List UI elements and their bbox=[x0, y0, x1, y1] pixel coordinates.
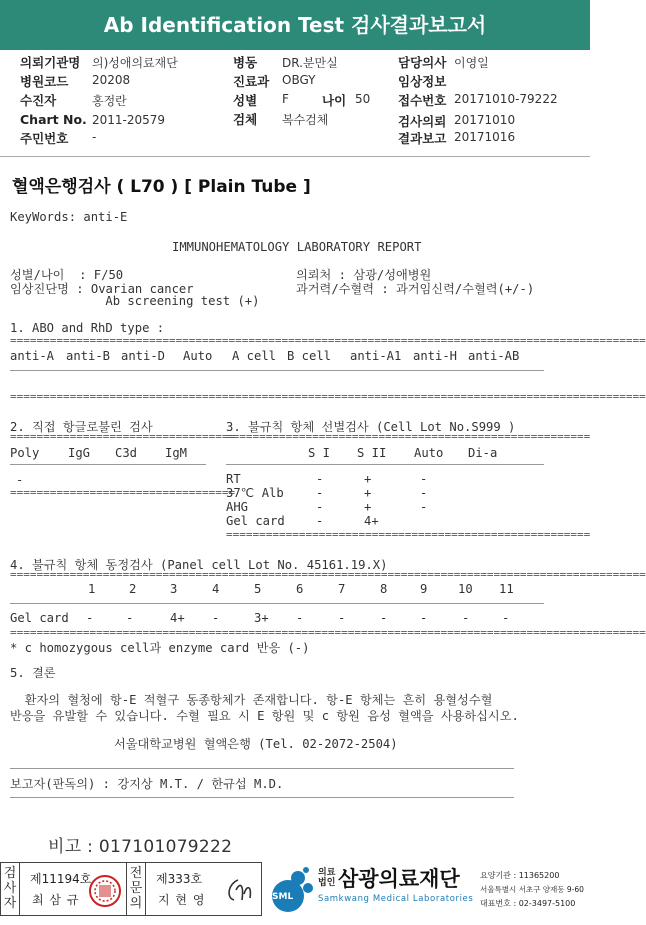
divider bbox=[10, 370, 544, 371]
s3-cell: - bbox=[420, 472, 428, 486]
s1-column-header: anti-A bbox=[10, 349, 55, 363]
s4-cell: - bbox=[212, 611, 220, 625]
s4-column-header: 2 bbox=[129, 582, 137, 596]
s4-column-header: 6 bbox=[296, 582, 304, 596]
s3-column-header: Di-a bbox=[468, 446, 498, 460]
sex-age: 성별/나이 : F/50 bbox=[10, 268, 124, 282]
info-value: DR.분만실 bbox=[282, 56, 338, 70]
info-label: 병동 bbox=[233, 55, 258, 70]
s3-cell: - bbox=[316, 486, 324, 500]
s3-row-label: Gel card bbox=[226, 514, 285, 528]
double-rule: ======================================================= bbox=[226, 528, 591, 541]
info-label: 결과보고 bbox=[398, 131, 447, 146]
divider bbox=[10, 768, 514, 769]
info-label: 수진자 bbox=[20, 93, 57, 108]
divider bbox=[226, 464, 544, 465]
tester-label: 검 사 자 bbox=[3, 866, 17, 911]
org-phone: 대표번호 : 02-3497-5100 bbox=[480, 899, 576, 908]
s4-column-header: 7 bbox=[338, 582, 346, 596]
s1-column-header: B cell bbox=[287, 349, 332, 363]
org-prefix: 의료법인 bbox=[318, 868, 336, 888]
section-title: 혈액은행검사 ( L70 ) [ Plain Tube ] bbox=[12, 177, 311, 197]
s3-cell: + bbox=[364, 500, 372, 514]
org-address: 서울특별시 서초구 양재동 9-60 bbox=[480, 885, 584, 894]
info-value: 이영일 bbox=[454, 56, 489, 70]
info-value: 복수검체 bbox=[282, 113, 329, 127]
s4-column-header: 1 bbox=[88, 582, 96, 596]
info-value: OBGY bbox=[282, 73, 316, 87]
specialist-no: 제333호 bbox=[156, 872, 203, 886]
info-value: - bbox=[92, 130, 97, 144]
org-code: 요양기관 : 11365200 bbox=[480, 871, 560, 880]
info-label: 임상정보 bbox=[398, 74, 447, 89]
s5-line: 반응을 유발할 수 있습니다. 수혈 필요 시 E 항원 및 c 항원 음성 혈액을 사용하십시오. bbox=[10, 709, 519, 723]
info-value: 20208 bbox=[92, 73, 131, 87]
org-english: Samkwang Medical Laboratories bbox=[318, 894, 474, 904]
s3-cell: - bbox=[316, 472, 324, 486]
footer bbox=[0, 862, 590, 925]
s1-column-header: anti-A1 bbox=[350, 349, 402, 363]
s1-column-header: anti-B bbox=[66, 349, 111, 363]
double-rule: ================================================================================================ bbox=[10, 568, 646, 581]
info-value: 홍정란 bbox=[92, 94, 127, 108]
s3-cell: - bbox=[420, 486, 428, 500]
divider bbox=[10, 603, 544, 604]
s4-column-header: 4 bbox=[212, 582, 220, 596]
s3-cell: - bbox=[420, 500, 428, 514]
info-label: 병원코드 bbox=[20, 74, 69, 89]
specialist-label: 전 문 의 bbox=[129, 866, 143, 911]
s4-column-header: 5 bbox=[254, 582, 262, 596]
s4-cell: - bbox=[502, 611, 510, 625]
s4-column-header: 10 bbox=[458, 582, 473, 596]
s4-column-header: 11 bbox=[499, 582, 514, 596]
s4-column-header: 3 bbox=[170, 582, 178, 596]
s1-title: 1. ABO and RhD type : bbox=[10, 321, 165, 335]
reporter: 보고자(판독의) : 강지상 M.T. / 한규섭 M.D. bbox=[10, 777, 284, 791]
signature-mark bbox=[220, 872, 256, 908]
s4-cell: 4+ bbox=[170, 611, 185, 625]
info-label: 주민번호 bbox=[20, 131, 69, 146]
s3-cell: + bbox=[364, 472, 372, 486]
s3-cell: + bbox=[364, 486, 372, 500]
s4-cell: - bbox=[296, 611, 304, 625]
tester-no: 제11194호 bbox=[30, 872, 92, 886]
report-title: IMMUNOHEMATOLOGY LABORATORY REPORT bbox=[172, 240, 422, 254]
info-value: 2011-20579 bbox=[92, 113, 166, 127]
s1-column-header: Auto bbox=[183, 349, 213, 363]
info-value: 의)성애의료재단 bbox=[92, 56, 178, 70]
s4-column-header: 9 bbox=[420, 582, 428, 596]
s5-title: 5. 결론 bbox=[10, 666, 56, 680]
seal-stamp bbox=[88, 874, 122, 908]
org-name: 삼광의료재단 bbox=[338, 867, 460, 891]
s4-cell: - bbox=[380, 611, 388, 625]
s5-line: 환자의 혈청에 항-E 적혈구 동종항체가 존재합니다. 항-E 항체는 흔히 용혈성수혈 bbox=[10, 693, 493, 707]
s3-cell: 4+ bbox=[364, 514, 379, 528]
hospital-info: 서울대학교병원 혈액은행 (Tel. 02-2072-2504) bbox=[114, 737, 398, 751]
info-label: 검사의뢰 bbox=[398, 114, 447, 129]
double-rule: ================================== bbox=[10, 430, 236, 443]
double-rule: ================================== bbox=[10, 486, 236, 499]
s3-cell: - bbox=[316, 514, 324, 528]
diagnosis: 임상진단명 : Ovarian cancer bbox=[10, 282, 194, 296]
s3-cell: - bbox=[316, 500, 324, 514]
info-value: 20171010 bbox=[454, 113, 516, 127]
s2-column-header: Poly bbox=[10, 446, 40, 460]
s2-column-header: IgM bbox=[165, 446, 188, 460]
referrer: 의뢰처 : 삼광/성애병원 bbox=[296, 268, 432, 282]
info-label: Chart No. bbox=[20, 112, 87, 127]
age-value: 50 bbox=[355, 92, 371, 106]
tester-name: 최 삼 규 bbox=[32, 893, 80, 907]
divider bbox=[10, 797, 514, 798]
sml-logo-icon bbox=[268, 866, 316, 914]
s4-cell: 3+ bbox=[254, 611, 269, 625]
info-label: 담당의사 bbox=[398, 55, 447, 70]
s1-column-header: anti-AB bbox=[468, 349, 520, 363]
s4-title: 4. 불규칙 항체 동정검사 (Panel cell Lot No. 45161.19.X) bbox=[10, 558, 388, 572]
info-label: 의뢰기관명 bbox=[20, 55, 81, 70]
s3-row-label: RT bbox=[226, 472, 241, 486]
double-rule: ================================================================================================ bbox=[10, 334, 646, 347]
specialist-name: 지 현 영 bbox=[158, 893, 206, 907]
s3-title: 3. 불규칙 항체 선별검사 (Cell Lot No.S999 ) bbox=[226, 420, 516, 434]
remark: 비고 : 017101079222 bbox=[48, 837, 233, 857]
s1-column-header: A cell bbox=[232, 349, 277, 363]
s1-column-header: anti-D bbox=[121, 349, 166, 363]
info-label: 검체 bbox=[233, 112, 258, 127]
s3-column-header: Auto bbox=[414, 446, 444, 460]
sml-text: SML bbox=[272, 892, 294, 902]
s2-title: 2. 직접 항글로불린 검사 bbox=[10, 420, 153, 434]
divider bbox=[0, 156, 590, 157]
divider bbox=[10, 464, 206, 465]
double-rule: ================================================================================================ bbox=[10, 626, 646, 639]
info-value: 20171010-79222 bbox=[454, 92, 558, 106]
s4-cell: - bbox=[420, 611, 428, 625]
s3-column-header: S II bbox=[357, 446, 387, 460]
info-label: 성별 bbox=[233, 93, 258, 108]
s4-column-header: 8 bbox=[380, 582, 388, 596]
info-value: F bbox=[282, 92, 289, 106]
s4-cell: - bbox=[86, 611, 94, 625]
diagnosis-detail: Ab screening test (+) bbox=[10, 294, 260, 308]
s4-cell: - bbox=[338, 611, 346, 625]
s2-column-header: C3d bbox=[115, 446, 138, 460]
age-label: 나이 bbox=[322, 93, 347, 108]
s4-cell: - bbox=[462, 611, 470, 625]
s3-row-label: AHG bbox=[226, 500, 249, 514]
s2-column-header: IgG bbox=[68, 446, 91, 460]
s1-column-header: anti-H bbox=[413, 349, 458, 363]
info-label: 진료과 bbox=[233, 74, 270, 89]
s3-row-label: 37℃ Alb bbox=[226, 486, 284, 500]
double-rule: ======================================================= bbox=[226, 430, 591, 443]
s4-cell: - bbox=[126, 611, 134, 625]
double-rule: ================================================================================================ bbox=[10, 390, 646, 403]
info-value: 20171016 bbox=[454, 130, 516, 144]
s4-note: * c homozygous cell과 enzyme card 반응 (-) bbox=[10, 641, 310, 655]
keywords: KeyWords: anti-E bbox=[10, 210, 128, 224]
info-label: 접수번호 bbox=[398, 93, 447, 108]
report-header: Ab Identification Test 검사결과보고서 bbox=[0, 0, 590, 50]
s4-row-label: Gel card bbox=[10, 611, 69, 625]
s2-value: - bbox=[16, 473, 24, 487]
history: 과거력/수혈력 : 과거임신력/수혈력(+/-) bbox=[296, 282, 535, 296]
s3-column-header: S I bbox=[308, 446, 331, 460]
